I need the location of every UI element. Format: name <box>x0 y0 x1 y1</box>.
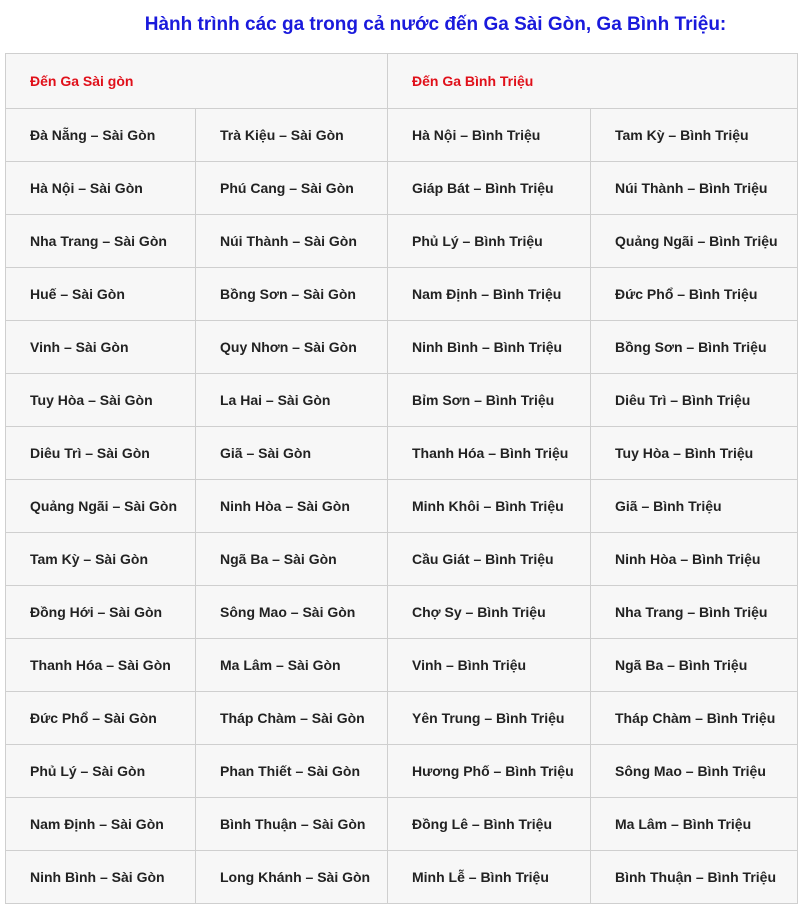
route-cell: Bỉm Sơn – Bình Triệu <box>388 374 591 427</box>
route-cell: Phủ Lý – Bình Triệu <box>388 215 591 268</box>
route-cell: Huế – Sài Gòn <box>6 268 196 321</box>
route-cell: Núi Thành – Bình Triệu <box>591 162 798 215</box>
table-row <box>6 215 798 268</box>
route-cell: Ngã Ba – Sài Gòn <box>196 533 388 586</box>
route-cell: Vinh – Sài Gòn <box>6 321 196 374</box>
table-row <box>6 268 798 321</box>
route-cell: Sông Mao – Sài Gòn <box>196 586 388 639</box>
table-row <box>6 374 798 427</box>
route-cell: Ma Lâm – Bình Triệu <box>591 798 798 851</box>
route-cell: Quy Nhơn – Sài Gòn <box>196 321 388 374</box>
route-cell: Nha Trang – Sài Gòn <box>6 215 196 268</box>
route-cell: Long Khánh – Sài Gòn <box>196 851 388 904</box>
routes-table <box>5 53 798 904</box>
route-cell: Tuy Hòa – Sài Gòn <box>6 374 196 427</box>
route-cell: Minh Khôi – Bình Triệu <box>388 480 591 533</box>
route-cell: Nha Trang – Bình Triệu <box>591 586 798 639</box>
route-cell: Hà Nội – Bình Triệu <box>388 109 591 162</box>
route-cell: Đà Nẵng – Sài Gòn <box>6 109 196 162</box>
page-title: Hành trình các ga trong cả nước đến Ga Sài Gòn, Ga Bình Triệu: <box>144 14 727 35</box>
route-cell: Tháp Chàm – Bình Triệu <box>591 692 798 745</box>
route-cell: Núi Thành – Sài Gòn <box>196 215 388 268</box>
table-row <box>6 586 798 639</box>
header-saigon: Đến Ga Sài gòn <box>6 54 388 109</box>
route-cell: Diêu Trì – Sài Gòn <box>6 427 196 480</box>
route-cell: Tam Kỳ – Bình Triệu <box>591 109 798 162</box>
table-row <box>6 639 798 692</box>
route-cell: Ninh Bình – Bình Triệu <box>388 321 591 374</box>
route-cell: La Hai – Sài Gòn <box>196 374 388 427</box>
route-cell: Đồng Lê – Bình Triệu <box>388 798 591 851</box>
route-cell: Thanh Hóa – Sài Gòn <box>6 639 196 692</box>
route-cell: Bồng Sơn – Sài Gòn <box>196 268 388 321</box>
route-cell: Vinh – Bình Triệu <box>388 639 591 692</box>
route-cell: Phan Thiết – Sài Gòn <box>196 745 388 798</box>
route-cell: Ninh Hòa – Bình Triệu <box>591 533 798 586</box>
route-cell: Bình Thuận – Sài Gòn <box>196 798 388 851</box>
route-cell: Bồng Sơn – Bình Triệu <box>591 321 798 374</box>
route-cell: Đức Phổ – Sài Gòn <box>6 692 196 745</box>
route-cell: Giã – Bình Triệu <box>591 480 798 533</box>
table-row <box>6 321 798 374</box>
route-cell: Nam Định – Sài Gòn <box>6 798 196 851</box>
route-cell: Yên Trung – Bình Triệu <box>388 692 591 745</box>
route-cell: Bình Thuận – Bình Triệu <box>591 851 798 904</box>
header-row <box>6 54 798 109</box>
route-cell: Tháp Chàm – Sài Gòn <box>196 692 388 745</box>
route-cell: Diêu Trì – Bình Triệu <box>591 374 798 427</box>
route-cell: Tam Kỳ – Sài Gòn <box>6 533 196 586</box>
table-row <box>6 692 798 745</box>
route-cell: Phú Cang – Sài Gòn <box>196 162 388 215</box>
table-row <box>6 480 798 533</box>
route-cell: Ninh Bình – Sài Gòn <box>6 851 196 904</box>
route-cell: Đức Phổ – Bình Triệu <box>591 268 798 321</box>
route-cell: Hương Phố – Bình Triệu <box>388 745 591 798</box>
route-cell: Đồng Hới – Sài Gòn <box>6 586 196 639</box>
table-row <box>6 798 798 851</box>
route-cell: Ma Lâm – Sài Gòn <box>196 639 388 692</box>
table-row <box>6 533 798 586</box>
route-cell: Ninh Hòa – Sài Gòn <box>196 480 388 533</box>
route-cell: Giã – Sài Gòn <box>196 427 388 480</box>
route-cell: Cầu Giát – Bình Triệu <box>388 533 591 586</box>
route-cell: Quảng Ngãi – Bình Triệu <box>591 215 798 268</box>
route-cell: Ngã Ba – Bình Triệu <box>591 639 798 692</box>
route-cell: Phủ Lý – Sài Gòn <box>6 745 196 798</box>
table-row <box>6 427 798 480</box>
route-cell: Trà Kiệu – Sài Gòn <box>196 109 388 162</box>
route-cell: Nam Định – Bình Triệu <box>388 268 591 321</box>
route-cell: Thanh Hóa – Bình Triệu <box>388 427 591 480</box>
route-cell: Giáp Bát – Bình Triệu <box>388 162 591 215</box>
route-cell: Chợ Sy – Bình Triệu <box>388 586 591 639</box>
table-row <box>6 162 798 215</box>
route-cell: Minh Lễ – Bình Triệu <box>388 851 591 904</box>
route-cell: Tuy Hòa – Bình Triệu <box>591 427 798 480</box>
table-row <box>6 109 798 162</box>
table-row <box>6 851 798 904</box>
route-cell: Sông Mao – Bình Triệu <box>591 745 798 798</box>
header-binhtrieu: Đến Ga Bình Triệu <box>388 54 798 109</box>
route-cell: Quảng Ngãi – Sài Gòn <box>6 480 196 533</box>
table-row <box>6 745 798 798</box>
route-cell: Hà Nội – Sài Gòn <box>6 162 196 215</box>
